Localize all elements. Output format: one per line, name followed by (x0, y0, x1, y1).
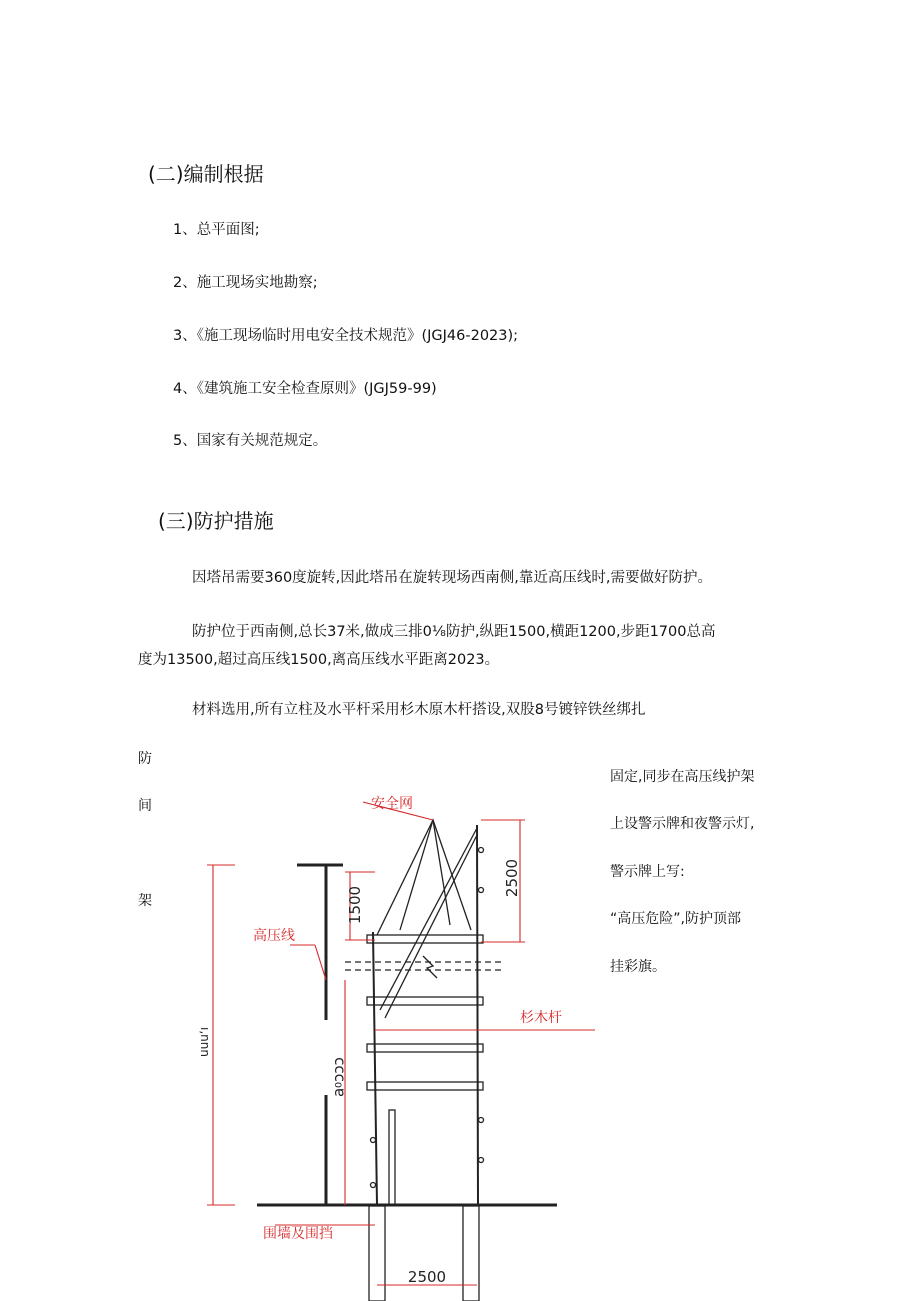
list-item: 2、施工现场实地勘察; (173, 275, 318, 291)
dim-far: ı‚nnn (198, 1027, 212, 1057)
diagonal-brace (380, 828, 477, 1010)
list-item: 4、《建筑施工安全检查原则》(JGJ59-99) (173, 381, 437, 397)
paragraph-2-line-1: 防护位于西南侧,总长37米,做成三排0⅛防护,纵距1500,横距1200,步距1700总高 (192, 624, 716, 640)
dim-left: 1500 (346, 885, 364, 925)
foundation-right (463, 1206, 479, 1301)
left-fragment-char: 防 (138, 751, 152, 767)
left-fragment-char: 间 (138, 798, 152, 814)
diagonal-brace (385, 835, 477, 1018)
protection-frame-diagram (195, 780, 605, 1301)
safety-net-line (433, 820, 450, 925)
dim-mid: ccc₀ɐ (331, 1057, 349, 1097)
horizontal-bar (367, 1082, 483, 1090)
foundation-left (369, 1206, 385, 1301)
right-text-line: 上设警示牌和夜警示灯, (610, 816, 755, 832)
dim-bottom: 2500 (407, 1268, 447, 1286)
label-wall-fence: 围墙及围挡 (263, 1226, 333, 1242)
break-mark (423, 956, 437, 978)
paragraph-3: 材料选用,所有立柱及水平杆采用杉木原木杆搭设,双股8号镀锌铁丝绑扎 (192, 702, 646, 718)
label-safety-net: 安全网 (371, 796, 413, 812)
right-text-line: 警示牌上写: (610, 864, 685, 880)
horizontal-bar (367, 1044, 483, 1052)
paragraph-1: 因塔吊需要360度旋转,因此塔吊在旋转现场西南侧,靠近高压线时,需要做好防护。 (192, 570, 713, 586)
list-item: 1、总平面图; (173, 222, 260, 238)
right-text-line: 挂彩旗。 (610, 959, 666, 975)
safety-net-outline (377, 820, 471, 935)
left-fragment-char: 架 (138, 893, 152, 909)
right-text-line: “高压危险”,防护顶部 (610, 911, 741, 927)
paragraph-2-line-2: 度为13500,超过高压线1500,离高压线水平距离2023。 (138, 652, 500, 668)
safety-net-line (400, 820, 433, 930)
section2-title: (二)编制根据 (148, 162, 264, 186)
right-pole (477, 825, 478, 1205)
label-high-voltage-line: 高压线 (253, 928, 295, 944)
right-text-line: 固定,同步在高压线护架 (610, 769, 755, 785)
label-fir-pole: 杉木杆 (520, 1010, 562, 1026)
center-post (389, 1110, 395, 1205)
list-item: 5、国家有关规范规定。 (173, 433, 328, 449)
dim-top: 2500 (503, 858, 521, 898)
list-item: 3、《施工现场临时用电安全技术规范》(JGJ46-2023); (173, 328, 519, 344)
section3-title: (三)防护措施 (158, 509, 274, 533)
left-pole (373, 932, 377, 1205)
